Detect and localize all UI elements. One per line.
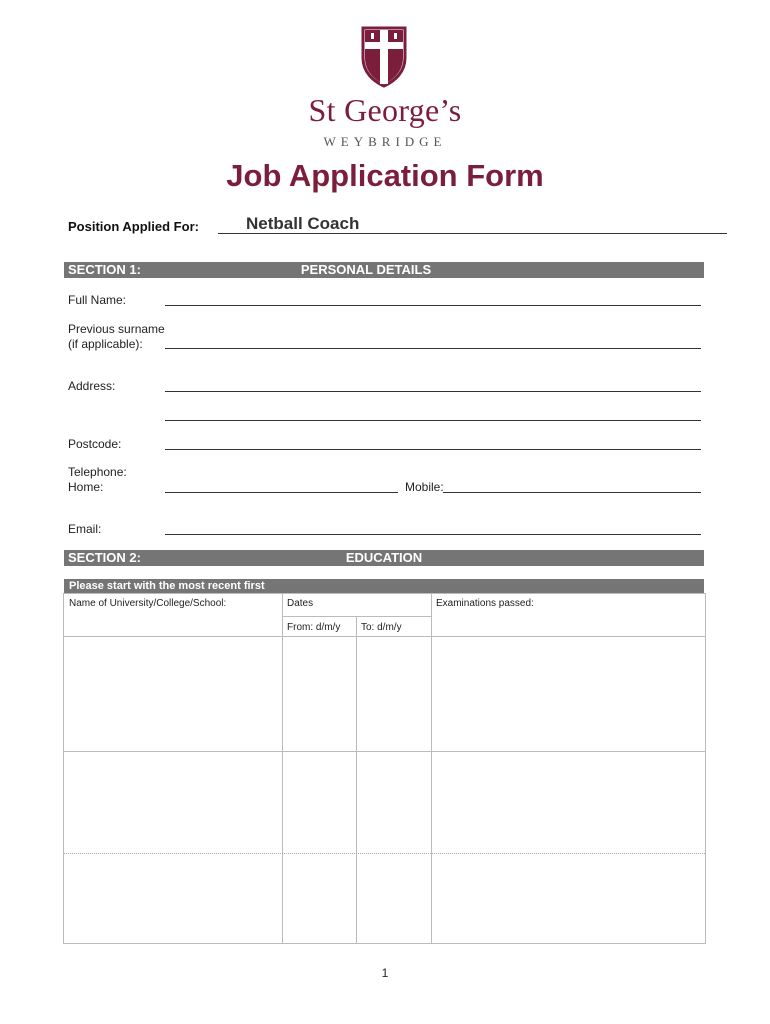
education-instruction-text: Please start with the most recent first: [69, 580, 265, 592]
education-exams-cell-1[interactable]: [432, 638, 704, 750]
table-divider: [64, 751, 705, 752]
position-value[interactable]: Netball Coach: [246, 214, 360, 233]
education-institution-cell-3[interactable]: [65, 855, 281, 941]
postcode-field[interactable]: [165, 449, 701, 450]
column-header-dates: Dates: [287, 598, 314, 609]
column-header-to: To: d/m/y: [361, 622, 402, 633]
home-phone-label: Home:: [68, 480, 104, 494]
school-logo-name: St George’s: [308, 92, 462, 128]
section-2-number: SECTION 2:: [68, 550, 141, 565]
column-header-from: From: d/m/y: [287, 622, 341, 633]
column-header-institution: Name of University/College/School:: [69, 598, 227, 609]
section-1-number: SECTION 1:: [68, 262, 141, 277]
school-logo-town: WEYBRIDGE: [323, 134, 447, 149]
table-divider: [282, 616, 431, 617]
mobile-field[interactable]: [443, 492, 701, 493]
education-institution-cell-1[interactable]: [65, 638, 281, 750]
previous-surname-label: Previous surname: [68, 322, 165, 336]
section-2-title: EDUCATION: [345, 550, 423, 565]
table-divider: [64, 636, 705, 637]
section-2-header: [64, 550, 704, 566]
address-field-line-2[interactable]: [165, 420, 701, 421]
full-name-field[interactable]: [165, 305, 701, 306]
education-institution-cell-2[interactable]: [65, 753, 281, 852]
page-number: 1: [381, 966, 389, 980]
school-crest-icon: [361, 26, 407, 88]
home-phone-field[interactable]: [165, 492, 398, 493]
education-instruction: [64, 579, 704, 593]
postcode-label: Postcode:: [68, 437, 122, 451]
education-to-cell-1[interactable]: [357, 638, 430, 750]
education-from-cell-1[interactable]: [283, 638, 355, 750]
telephone-label: Telephone:: [68, 465, 127, 479]
column-header-exams: Examinations passed:: [436, 598, 534, 609]
education-exams-cell-2[interactable]: [432, 753, 704, 852]
education-from-cell-2[interactable]: [283, 753, 355, 852]
page-title: Job Application Form: [226, 158, 544, 193]
education-table: [63, 593, 706, 944]
email-label: Email:: [68, 522, 102, 536]
previous-surname-field[interactable]: [165, 348, 701, 349]
email-field[interactable]: [165, 534, 701, 535]
education-from-cell-3[interactable]: [283, 855, 355, 941]
education-to-cell-2[interactable]: [357, 753, 430, 852]
address-field-line-1[interactable]: [165, 391, 701, 392]
position-label: Position Applied For:: [68, 219, 199, 234]
section-1-title: PERSONAL DETAILS: [300, 262, 432, 277]
mobile-label: Mobile:: [405, 480, 444, 494]
table-divider: [64, 853, 705, 854]
previous-surname-sublabel: (if applicable):: [68, 337, 143, 351]
address-label: Address:: [68, 379, 116, 393]
section-1-header: [64, 262, 704, 278]
education-to-cell-3[interactable]: [357, 855, 430, 941]
full-name-label: Full Name:: [68, 293, 127, 307]
education-exams-cell-3[interactable]: [432, 855, 704, 941]
